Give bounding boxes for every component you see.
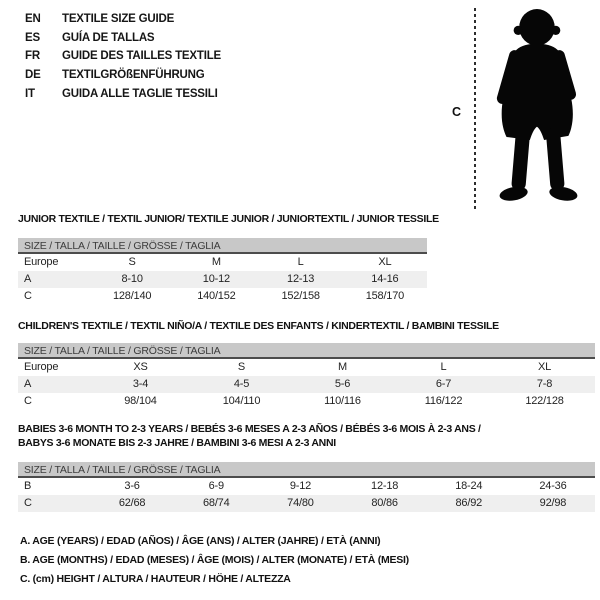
row-label: Europe	[24, 256, 59, 268]
section-title: CHILDREN'S TEXTILE / TEXTIL NIÑO/A / TEXTILE DES ENFANTS / KINDERTEXTIL / BAMBINI TESSILE	[18, 320, 499, 332]
size-cell: XL	[537, 361, 552, 373]
lang-item-en	[25, 10, 221, 29]
table-row	[18, 393, 595, 410]
height-cell: 152/158	[281, 290, 320, 302]
section-childrens-textile	[18, 320, 595, 410]
age-cell: 8-10	[121, 273, 143, 285]
section-junior-textile	[18, 213, 439, 305]
size-header-bar: SIZE / TALLA / TAILLE / GRÖSSE / TAGLIA	[18, 462, 595, 478]
lang-title: TEXTILGRÖßENFÜHRUNG	[62, 69, 205, 82]
lang-code: FR	[25, 50, 40, 63]
lang-item-de	[25, 66, 221, 85]
height-cell: 62/68	[118, 497, 146, 509]
size-cell: M	[338, 361, 347, 373]
size-cell: L	[440, 361, 447, 373]
lang-item-es	[25, 29, 221, 48]
row-label: C	[24, 395, 32, 407]
table-row	[18, 271, 427, 288]
age-cell: 3-6	[124, 480, 140, 492]
age-cell: 6-9	[208, 480, 224, 492]
row-label: A	[24, 378, 32, 390]
height-cell: 122/128	[525, 395, 564, 407]
table-row	[18, 359, 595, 376]
age-cell: 6-7	[435, 378, 452, 390]
age-cell: 9-12	[289, 480, 312, 492]
section-title-line1: BABIES 3-6 MONTH TO 2-3 YEARS / BEBÉS 3-6 MESES A 2-3 AÑOS / BÉBÉS 3-6 MOIS À 2-3 ANS /	[18, 423, 481, 435]
age-cell: 14-16	[371, 273, 399, 285]
section-title: JUNIOR TEXTILE / TEXTIL JUNIOR/ TEXTILE JUNIOR / JUNIORTEXTIL / JUNIOR TESSILE	[18, 213, 439, 225]
children-size-table	[18, 343, 595, 410]
lang-code: EN	[25, 13, 41, 26]
height-cell: 140/152	[197, 290, 236, 302]
age-cell: 12-18	[371, 480, 399, 492]
size-cell: M	[211, 256, 221, 268]
lang-title: GUIDE DES TAILLES TEXTILE	[62, 50, 221, 63]
section-babies-textile	[18, 423, 595, 512]
row-label: Europe	[24, 361, 59, 373]
height-cell: 80/86	[371, 497, 398, 509]
row-label: C	[24, 497, 32, 509]
size-cell: L	[297, 256, 304, 268]
size-header-bar: SIZE / TALLA / TAILLE / GRÖSSE / TAGLIA	[18, 238, 427, 254]
baby-silhouette-icon	[486, 5, 592, 208]
age-cell: 10-12	[202, 273, 230, 285]
age-cell: 3-4	[132, 378, 149, 390]
height-cell: 92/98	[539, 497, 567, 509]
age-cell: 24-36	[539, 480, 567, 492]
height-measure-label: C	[452, 105, 462, 119]
size-cell: S	[237, 361, 246, 373]
language-list	[25, 10, 221, 103]
lang-title: GUÍA DE TALLAS	[62, 31, 155, 44]
size-cell: XS	[133, 361, 148, 373]
lang-title: GUIDA ALLE TAGLIE TESSILI	[62, 87, 218, 100]
legend	[20, 532, 409, 588]
table-row	[18, 254, 427, 271]
height-cell: 128/140	[112, 290, 152, 302]
age-cell: 5-6	[334, 378, 351, 390]
height-measure-dashed-line	[474, 8, 476, 209]
row-label: B	[24, 480, 32, 492]
height-cell: 116/122	[424, 395, 463, 407]
row-label: A	[24, 273, 32, 285]
table-row	[18, 478, 595, 495]
size-header-bar: SIZE / TALLA / TAILLE / GRÖSSE / TAGLIA	[18, 343, 595, 359]
row-label: C	[24, 290, 32, 302]
height-cell: 110/116	[324, 395, 361, 407]
legend-line-b: B. AGE (MONTHS) / EDAD (MESES) / ÂGE (MOIS) / ALTER (MONATE) / ETÀ (MESI)	[20, 553, 409, 566]
height-cell: 74/80	[287, 497, 314, 509]
age-cell: 18-24	[455, 480, 483, 492]
lang-title: TEXTILE SIZE GUIDE	[62, 13, 175, 26]
table-row	[18, 495, 595, 512]
size-cell: S	[128, 256, 136, 268]
section-title-line2: BABYS 3-6 MONATE BIS 2-3 JAHRE / BAMBINI 3-6 MESI A 2-3 ANNI	[18, 436, 336, 449]
height-cell: 98/104	[124, 395, 157, 407]
lang-code: IT	[25, 87, 35, 100]
age-cell: 12-13	[287, 273, 315, 285]
height-cell: 68/74	[202, 497, 230, 509]
babies-size-table	[18, 462, 595, 512]
height-cell: 86/92	[455, 497, 483, 509]
age-cell: 4-5	[233, 378, 250, 390]
height-cell: 104/110	[222, 395, 261, 407]
table-row	[18, 288, 427, 305]
lang-item-it	[25, 84, 221, 103]
table-row	[18, 376, 595, 393]
lang-code: DE	[25, 69, 41, 82]
junior-size-table	[18, 238, 427, 305]
height-cell: 158/170	[365, 290, 405, 302]
age-cell: 7-8	[536, 378, 553, 390]
lang-code: ES	[25, 31, 40, 44]
legend-line-a: A. AGE (YEARS) / EDAD (AÑOS) / ÂGE (ANS) / ALTER (JAHRE) / ETÀ (ANNI)	[20, 535, 381, 547]
size-cell: XL	[378, 256, 392, 268]
legend-line-c: C. (cm) HEIGHT / ALTURA / HAUTEUR / HÖHE / ALTEZZA	[20, 572, 291, 585]
lang-item-fr	[25, 47, 221, 66]
